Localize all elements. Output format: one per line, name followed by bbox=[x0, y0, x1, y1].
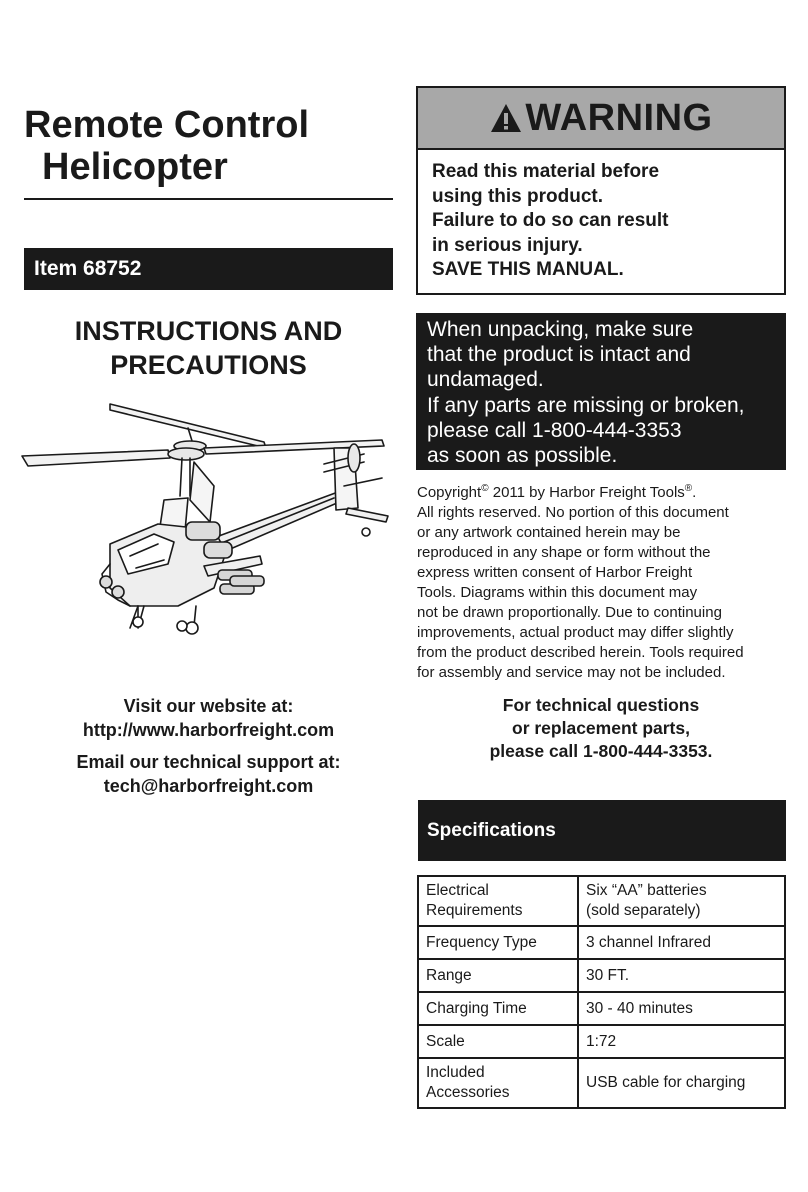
spec-value: 3 channel Infrared bbox=[578, 926, 785, 959]
instructions-line-2: PRECAUTIONS bbox=[110, 350, 307, 380]
copyright-period: . bbox=[692, 484, 697, 501]
specifications-heading: Specifications bbox=[418, 800, 786, 861]
unpacking-line: as soon as possible. bbox=[427, 444, 618, 468]
unpacking-notice bbox=[416, 313, 786, 470]
specifications-table bbox=[417, 875, 786, 1109]
unpacking-line: When unpacking, make sure bbox=[427, 318, 694, 341]
copyright-line-first bbox=[417, 483, 792, 503]
copyright-line: All rights reserved. No portion of this document bbox=[417, 504, 729, 521]
spec-key bbox=[418, 876, 578, 926]
unpacking-line: please call 1-800-444-3353 bbox=[427, 418, 682, 442]
spec-key: Charging Time bbox=[418, 992, 578, 1025]
spec-key-line: Electrical bbox=[426, 882, 489, 899]
warning-line: Read this material before bbox=[432, 161, 660, 182]
title-line-2: Helicopter bbox=[42, 146, 228, 188]
copyright-symbol: © bbox=[481, 483, 489, 494]
visit-label: Visit our website at: bbox=[123, 696, 294, 716]
spec-key-line: Accessories bbox=[426, 1084, 510, 1101]
tech-line: please call 1-800-444-3353. bbox=[489, 741, 713, 761]
spec-value: USB cable for charging bbox=[578, 1058, 785, 1108]
spec-value-line: (sold separately) bbox=[586, 902, 701, 919]
spec-value-line: Six “AA” batteries bbox=[586, 882, 707, 899]
copyright-owner: 2011 by Harbor Freight Tools bbox=[488, 484, 685, 501]
copyright-line: for assembly and service may not be included. bbox=[417, 664, 726, 681]
contact-info bbox=[24, 694, 393, 798]
copyright-line: from the product described herein. Tools required bbox=[417, 644, 744, 661]
warning-box bbox=[416, 86, 786, 295]
instructions-line-1: INSTRUCTIONS AND bbox=[74, 316, 343, 346]
table-row bbox=[418, 1025, 785, 1058]
spec-value: 30 FT. bbox=[578, 959, 785, 992]
copyright-line: reproduced in any shape or form without the bbox=[417, 544, 711, 561]
spec-key: Scale bbox=[418, 1025, 578, 1058]
copyright-line: improvements, actual product may differ slightly bbox=[417, 624, 734, 641]
email-link[interactable]: tech@harborfreight.com bbox=[103, 776, 314, 796]
spec-key: Frequency Type bbox=[418, 926, 578, 959]
spec-value: 1:72 bbox=[578, 1025, 785, 1058]
title-line-1: Remote Control bbox=[24, 104, 309, 146]
warning-header bbox=[418, 88, 784, 150]
table-row bbox=[418, 926, 785, 959]
unpacking-line: If any parts are missing or broken, bbox=[427, 393, 745, 417]
title-divider bbox=[24, 198, 393, 200]
table-row bbox=[418, 1058, 785, 1108]
warning-line: using this product. bbox=[432, 185, 603, 207]
tech-line: For technical questions bbox=[502, 695, 700, 715]
unpacking-line: that the product is intact and bbox=[427, 343, 691, 367]
warning-text bbox=[418, 150, 784, 283]
copyright-line: not be drawn proportionally. Due to continuing bbox=[417, 604, 722, 621]
copyright-line: or any artwork contained herein may be bbox=[417, 524, 681, 541]
item-number-bar: Item 68752 bbox=[24, 248, 393, 290]
copyright-notice bbox=[417, 483, 792, 683]
warning-heading: WARNING bbox=[525, 96, 713, 139]
spec-key: Range bbox=[418, 959, 578, 992]
table-row bbox=[418, 959, 785, 992]
spec-value bbox=[578, 876, 785, 926]
email-label: Email our technical support at: bbox=[76, 752, 341, 772]
technical-support-notice bbox=[416, 694, 786, 763]
website-link[interactable]: http://www.harborfreight.com bbox=[82, 720, 335, 740]
table-row bbox=[418, 992, 785, 1025]
copyright-word: Copyright bbox=[417, 484, 482, 501]
warning-line: SAVE THIS MANUAL. bbox=[432, 259, 624, 280]
helicopter-illustration bbox=[18, 392, 398, 642]
spec-key-line: Included bbox=[426, 1064, 485, 1081]
instructions-heading bbox=[24, 314, 393, 382]
copyright-line: express written consent of Harbor Freight bbox=[417, 564, 693, 581]
document-title bbox=[24, 104, 394, 188]
tech-line: or replacement parts, bbox=[512, 718, 690, 738]
table-row bbox=[418, 876, 785, 926]
unpacking-line: undamaged. bbox=[427, 368, 544, 392]
warning-line: in serious injury. bbox=[432, 234, 583, 256]
warning-triangle-icon bbox=[489, 102, 523, 134]
registered-symbol: ® bbox=[684, 483, 693, 494]
copyright-line: Tools. Diagrams within this document may bbox=[417, 584, 698, 601]
spec-value: 30 - 40 minutes bbox=[578, 992, 785, 1025]
spec-key bbox=[418, 1058, 578, 1108]
warning-line: Failure to do so can result bbox=[432, 210, 669, 231]
spec-key-line: Requirements bbox=[426, 902, 523, 919]
